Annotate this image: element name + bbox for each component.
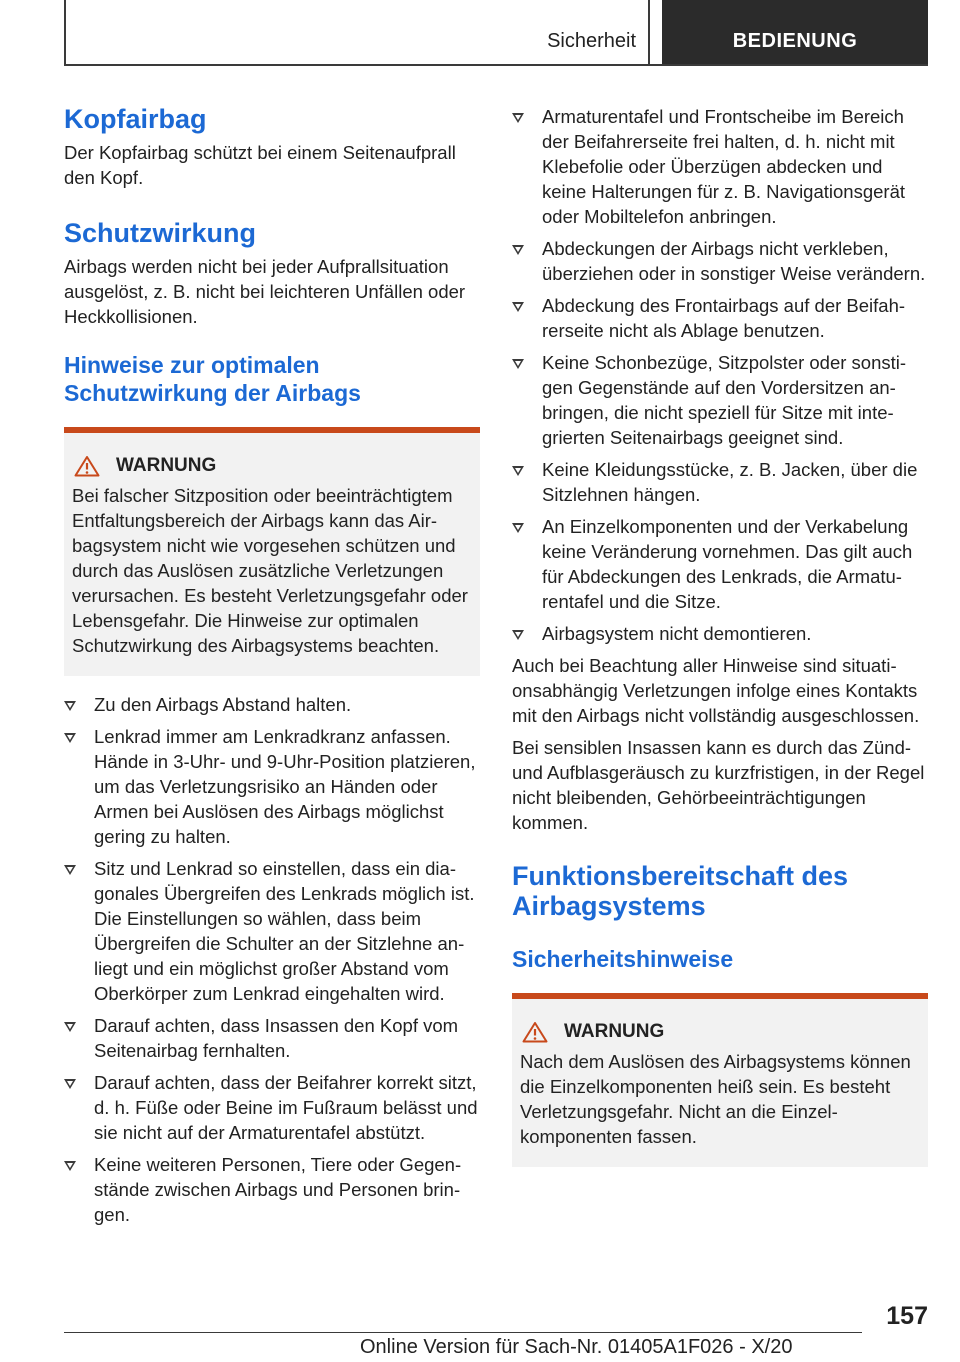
heading-funktion-line1: Funktionsbereitschaft des — [512, 861, 849, 891]
footer-online-version: Online Version für Sach-Nr. 01405A1F026 - X/20 — [360, 1336, 793, 1358]
list-item: Sitz und Lenkrad so einstellen, dass ein diagonales Übergreifen des Lenkrads möglich ist. Die Einstellungen so wählen, dass beim Übergreifen die Schulter an der Sitzlehne anliegt und ein möglichst großer Abstand vom Oberkörper zum Lenkrad eingehalten wird. — [64, 856, 480, 1006]
triangle-bullet-icon — [64, 1079, 76, 1089]
triangle-bullet-icon — [512, 245, 524, 255]
page-number: 157 — [886, 1302, 928, 1330]
triangle-bullet-icon — [64, 1161, 76, 1171]
triangle-bullet-icon — [512, 113, 524, 123]
warning-box-left — [64, 427, 480, 676]
heading-kopfairbag: Kopfairbag — [64, 104, 207, 134]
triangle-bullet-icon — [512, 630, 524, 640]
bullet-list-left — [64, 692, 480, 1227]
footer-rule — [64, 1332, 862, 1333]
heading-funktion-line2: Airbagsystems — [512, 891, 706, 921]
list-item: Zu den Airbags Abstand halten. — [64, 692, 480, 717]
paragraph-schutzwirkung: Airbags werden nicht bei jeder Aufprallsituation ausgelöst, z. B. nicht bei leichteren Unfällen oder Heckkollisionen. — [64, 256, 466, 327]
header-rule-divider — [648, 0, 650, 66]
heading-hinweise-line1: Hinweise zur optimalen — [64, 352, 320, 378]
heading-schutzwirkung: Schutzwirkung — [64, 218, 257, 248]
list-item: An Einzelkomponenten und der Verkabelung keine Veränderung vornehmen. Das gilt auch für Abdeckungen des Lenkrads, die Armaturentafel und die Sitze. — [512, 514, 928, 614]
warning-triangle-icon — [522, 1021, 548, 1043]
list-item: Abdeckung des Frontairbags auf der Beifahrerseite nicht als Ablage benutzen. — [512, 293, 928, 343]
list-item: Darauf achten, dass Insassen den Kopf vom Seitenairbag fernhalten. — [64, 1013, 480, 1063]
triangle-bullet-icon — [64, 1022, 76, 1032]
triangle-bullet-icon — [512, 302, 524, 312]
list-item: Keine weiteren Personen, Tiere oder Gegenstände zwischen Airbags und Personen bringen. — [64, 1152, 480, 1227]
list-item: Armaturentafel und Frontscheibe im Bereich der Beifahrerseite frei halten, d. h. nicht mit Klebefolie oder Überzügen abdecken und keine Halterungen für z. B. Navigationsgerät oder Mobiltelefon anbringen. — [512, 104, 928, 229]
warning-text: Nach dem Auslösen des Airbagsystems können die Einzelkomponenten heiß sein. Es besteht Verletzungsgefahr. Nicht an die Einzelkomponenten fassen. — [520, 1051, 911, 1147]
left-column — [64, 100, 480, 1234]
list-item: Keine Kleidungsstücke, z. B. Jacken, über die Sitzlehnen hängen. — [512, 457, 928, 507]
warning-triangle-icon — [74, 455, 100, 477]
warning-label: WARNUNG — [564, 1021, 665, 1042]
warning-label: WARNUNG — [116, 455, 217, 476]
warning-box-right — [512, 993, 928, 1167]
warning-text: Bei falscher Sitzposition oder beeinträchtigtem Entfaltungsbereich der Airbags kann das Airbagsystem nicht wie vorgesehen schützen und durch das Auslösen zusätzliche Verletzungen verursachen. Es besteht Verletzungsgefahr oder Lebensgefahr. Die Hinweise zur optimalen Schutzwirkung des Airbagsystems beachten. — [72, 485, 468, 656]
triangle-bullet-icon — [64, 701, 76, 711]
list-item: Lenkrad immer am Lenkradkranz anfassen. Hände in 3-Uhr- und 9-Uhr-Position platzieren, um das Verletzungsrisiko an Händen oder Armen bei Auslösen des Airbags möglichst gering zu halten. — [64, 724, 480, 849]
header-rule — [64, 64, 928, 66]
bullet-list-right — [512, 104, 928, 646]
header-section-title: Sicherheit — [547, 30, 636, 52]
warning-header — [72, 455, 470, 477]
triangle-bullet-icon — [512, 523, 524, 533]
right-column — [512, 100, 928, 1167]
warning-header — [520, 1021, 918, 1043]
list-item: Airbagsystem nicht demontieren. — [512, 621, 928, 646]
paragraph-sensibel: Bei sensiblen Insassen kann es durch das Zünd- und Aufblasgeräusch zu kurzfristigen, in der Regel nicht bleibenden, Gehörbeeinträchtigungen kommen. — [512, 737, 925, 833]
triangle-bullet-icon — [512, 466, 524, 476]
heading-hinweise-line2: Schutzwirkung der Airbags — [64, 380, 361, 406]
list-item: Darauf achten, dass der Beifahrer korrekt sitzt, d. h. Füße oder Beine im Fußraum belässt und sie nicht auf der Armaturentafel abstützt. — [64, 1070, 480, 1145]
header-chapter-tab: BEDIENUNG — [662, 0, 928, 64]
header-rule-left — [64, 0, 66, 66]
list-item: Abdeckungen der Airbags nicht verkleben, überziehen oder in sonstiger Weise verändern. — [512, 236, 928, 286]
heading-sicherheitshinweise: Sicherheitshinweise — [512, 946, 734, 972]
triangle-bullet-icon — [512, 359, 524, 369]
triangle-bullet-icon — [64, 865, 76, 875]
triangle-bullet-icon — [64, 733, 76, 743]
paragraph-situation: Auch bei Beachtung aller Hinweise sind situationsabhängig Verletzungen infolge eines Kontakts mit den Airbags nicht vollständig ausgeschlossen. — [512, 655, 920, 726]
heading-hinweise — [64, 351, 480, 407]
list-item: Keine Schonbezüge, Sitzpolster oder sonstigen Gegenstände auf den Vordersitzen anbringen, die nicht speziell für Sitze mit integrierten Seitenairbags geeignet sind. — [512, 350, 928, 450]
heading-funktionsbereitschaft — [512, 861, 928, 921]
paragraph-kopfairbag: Der Kopfairbag schützt bei einem Seitenaufprall den Kopf. — [64, 142, 456, 188]
